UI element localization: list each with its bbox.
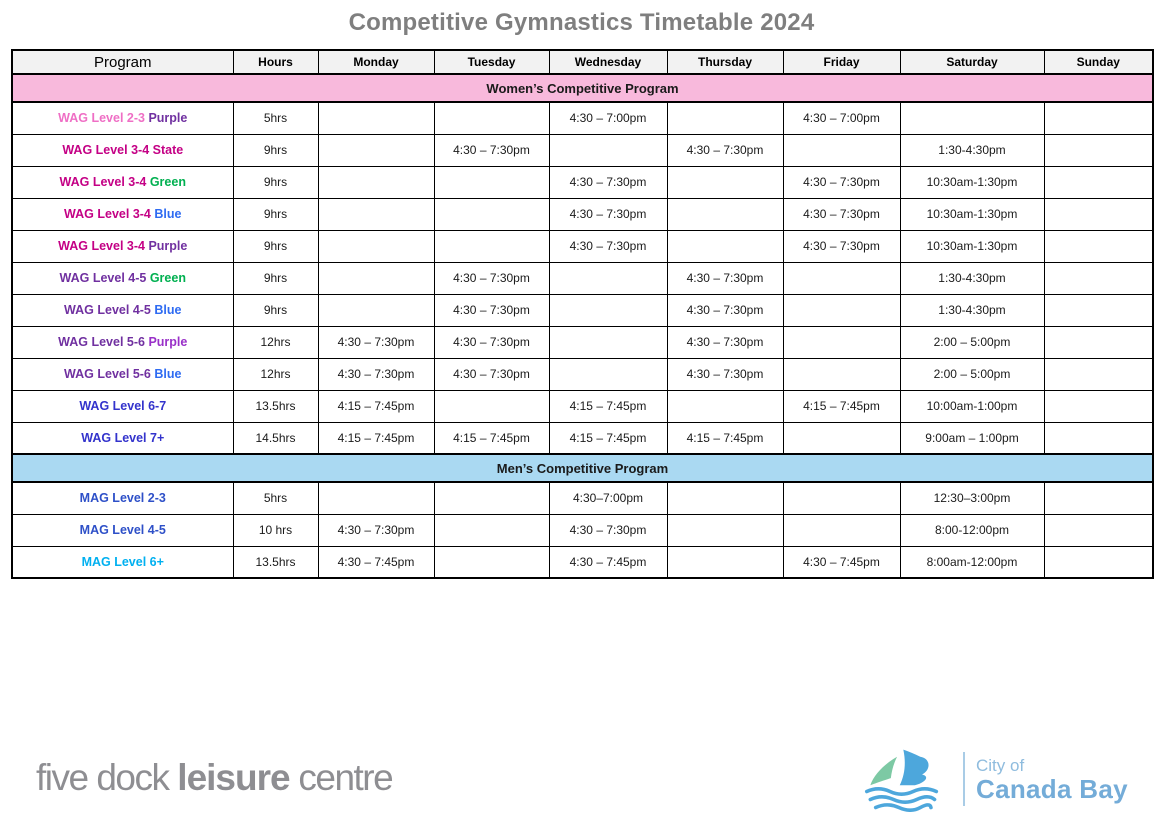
table-row xyxy=(12,390,1153,422)
schedule-cell: 4:30 – 7:00pm xyxy=(549,102,667,134)
table-row xyxy=(12,198,1153,230)
schedule-cell xyxy=(1044,390,1153,422)
schedule-cell xyxy=(783,514,900,546)
hours-cell: 12hrs xyxy=(233,326,318,358)
schedule-cell xyxy=(1044,166,1153,198)
schedule-cell: 2:00 – 5:00pm xyxy=(900,326,1044,358)
program-name-part: Blue xyxy=(154,207,182,221)
schedule-cell xyxy=(318,230,434,262)
timetable-header-row xyxy=(12,50,1153,74)
schedule-cell xyxy=(434,546,549,578)
schedule-cell xyxy=(667,482,783,514)
schedule-cell xyxy=(783,134,900,166)
schedule-cell xyxy=(549,326,667,358)
schedule-cell: 8:00am-12:00pm xyxy=(900,546,1044,578)
schedule-cell xyxy=(667,198,783,230)
schedule-cell: 1:30-4:30pm xyxy=(900,134,1044,166)
table-row xyxy=(12,482,1153,514)
hours-cell: 5hrs xyxy=(233,482,318,514)
schedule-cell: 4:30 – 7:30pm xyxy=(549,514,667,546)
schedule-cell: 8:00-12:00pm xyxy=(900,514,1044,546)
schedule-cell xyxy=(1044,102,1153,134)
hours-cell: 9hrs xyxy=(233,294,318,326)
program-name-part: MAG Level 6+ xyxy=(81,554,164,569)
schedule-cell xyxy=(318,198,434,230)
column-header-saturday: Saturday xyxy=(900,50,1044,74)
schedule-cell xyxy=(549,358,667,390)
hours-cell: 13.5hrs xyxy=(233,546,318,578)
section-header: Women’s Competitive Program xyxy=(12,74,1153,102)
program-name xyxy=(12,294,233,326)
schedule-cell: 4:30 – 7:45pm xyxy=(318,546,434,578)
column-header-wednesday: Wednesday xyxy=(549,50,667,74)
program-name xyxy=(12,326,233,358)
schedule-cell xyxy=(667,166,783,198)
timetable-body xyxy=(12,74,1153,578)
program-name-part: Blue xyxy=(154,367,182,381)
program-name-part: WAG Level 4-5 xyxy=(59,271,150,285)
schedule-cell xyxy=(1044,326,1153,358)
schedule-cell: 4:30 – 7:30pm xyxy=(318,326,434,358)
schedule-cell: 4:30 – 7:45pm xyxy=(783,546,900,578)
hours-cell: 5hrs xyxy=(233,102,318,134)
column-header-tuesday: Tuesday xyxy=(434,50,549,74)
program-name xyxy=(12,166,233,198)
program-name xyxy=(12,422,233,454)
table-row xyxy=(12,230,1153,262)
program-name-part: Purple xyxy=(148,239,188,253)
schedule-cell: 4:30 – 7:30pm xyxy=(549,166,667,198)
schedule-cell: 2:00 – 5:00pm xyxy=(900,358,1044,390)
hours-cell: 9hrs xyxy=(233,134,318,166)
table-row xyxy=(12,514,1153,546)
program-name xyxy=(12,390,233,422)
schedule-cell xyxy=(667,102,783,134)
table-row xyxy=(12,134,1153,166)
table-row xyxy=(12,166,1153,198)
schedule-cell: 4:30 – 7:30pm xyxy=(667,134,783,166)
schedule-cell xyxy=(1044,514,1153,546)
schedule-cell xyxy=(434,514,549,546)
canada-bay-sail-icon xyxy=(860,746,952,812)
column-header-thursday: Thursday xyxy=(667,50,783,74)
schedule-cell xyxy=(1044,294,1153,326)
schedule-cell: 4:30 – 7:30pm xyxy=(434,262,549,294)
schedule-cell: 4:30 – 7:30pm xyxy=(783,166,900,198)
table-row xyxy=(12,422,1153,454)
schedule-cell xyxy=(434,198,549,230)
schedule-cell xyxy=(783,482,900,514)
schedule-cell: 4:30 – 7:30pm xyxy=(318,358,434,390)
program-name-part: WAG Level 2-3 xyxy=(58,111,149,126)
logo-divider xyxy=(963,752,965,806)
schedule-cell xyxy=(318,166,434,198)
program-name xyxy=(12,262,233,294)
schedule-cell xyxy=(434,482,549,514)
gymnastics-timetable xyxy=(11,49,1154,579)
schedule-cell: 4:15 – 7:45pm xyxy=(434,422,549,454)
table-row xyxy=(12,358,1153,390)
program-name xyxy=(12,546,233,578)
program-name-part: Purple xyxy=(148,335,188,349)
program-name-part: WAG Level 5-6 xyxy=(64,367,155,381)
schedule-cell: 4:30 – 7:30pm xyxy=(434,294,549,326)
column-header-program: Program xyxy=(12,50,233,74)
schedule-cell: 4:30 – 7:30pm xyxy=(667,294,783,326)
hours-cell: 10 hrs xyxy=(233,514,318,546)
schedule-cell: 4:30 – 7:30pm xyxy=(549,198,667,230)
program-name xyxy=(12,198,233,230)
schedule-cell xyxy=(318,294,434,326)
schedule-cell xyxy=(549,262,667,294)
table-row xyxy=(12,294,1153,326)
schedule-cell xyxy=(783,326,900,358)
city-of-canada-bay-logo xyxy=(860,746,1128,812)
schedule-cell: 1:30-4:30pm xyxy=(900,294,1044,326)
schedule-cell xyxy=(1044,358,1153,390)
program-name xyxy=(12,514,233,546)
section-header-row xyxy=(12,74,1153,102)
program-name xyxy=(12,134,233,166)
schedule-cell: 10:30am-1:30pm xyxy=(900,166,1044,198)
schedule-cell: 4:15 – 7:45pm xyxy=(318,422,434,454)
program-name-part: Blue xyxy=(154,303,182,317)
program-name-part: WAG Level 6-7 xyxy=(79,399,167,413)
schedule-cell xyxy=(783,262,900,294)
schedule-cell xyxy=(667,514,783,546)
schedule-cell: 4:30 – 7:30pm xyxy=(667,262,783,294)
schedule-cell: 4:30 – 7:30pm xyxy=(434,134,549,166)
schedule-cell: 4:30 – 7:30pm xyxy=(434,358,549,390)
program-name-part: MAG Level 2-3 xyxy=(79,491,166,506)
schedule-cell xyxy=(1044,422,1153,454)
schedule-cell xyxy=(1044,482,1153,514)
program-name-part: WAG Level 3-4 xyxy=(59,175,150,189)
section-header-row xyxy=(12,454,1153,482)
program-name xyxy=(12,102,233,134)
program-name-part: WAG Level 4-5 xyxy=(64,303,155,317)
program-name xyxy=(12,482,233,514)
section-header: Men’s Competitive Program xyxy=(12,454,1153,482)
program-name-part: Purple xyxy=(148,111,188,126)
hours-cell: 12hrs xyxy=(233,358,318,390)
program-name-part: WAG Level 7+ xyxy=(81,430,165,445)
hours-cell: 9hrs xyxy=(233,262,318,294)
schedule-cell xyxy=(783,422,900,454)
schedule-cell: 4:30 – 7:00pm xyxy=(783,102,900,134)
schedule-cell: 4:15 – 7:45pm xyxy=(318,390,434,422)
schedule-cell xyxy=(549,294,667,326)
schedule-cell xyxy=(1044,134,1153,166)
program-name-part: WAG Level 3-4 State xyxy=(62,143,184,157)
schedule-cell xyxy=(318,482,434,514)
schedule-cell: 4:15 – 7:45pm xyxy=(667,422,783,454)
schedule-cell xyxy=(667,230,783,262)
schedule-cell: 4:15 – 7:45pm xyxy=(549,422,667,454)
schedule-cell xyxy=(549,134,667,166)
program-name-part: MAG Level 4-5 xyxy=(79,523,166,537)
hours-cell: 13.5hrs xyxy=(233,390,318,422)
schedule-cell: 1:30-4:30pm xyxy=(900,262,1044,294)
schedule-cell: 4:30 – 7:30pm xyxy=(783,230,900,262)
schedule-cell xyxy=(783,358,900,390)
schedule-cell: 4:30 – 7:45pm xyxy=(549,546,667,578)
schedule-cell: 4:30 – 7:30pm xyxy=(783,198,900,230)
schedule-cell xyxy=(434,166,549,198)
fdlc-logo-text-pink: leisure xyxy=(177,757,290,798)
schedule-cell: 10:30am-1:30pm xyxy=(900,230,1044,262)
schedule-cell xyxy=(434,390,549,422)
schedule-cell: 4:30 – 7:30pm xyxy=(667,358,783,390)
column-header-hours: Hours xyxy=(233,50,318,74)
schedule-cell xyxy=(1044,230,1153,262)
schedule-cell: 4:30 – 7:30pm xyxy=(549,230,667,262)
column-header-sunday: Sunday xyxy=(1044,50,1153,74)
schedule-cell: 10:00am-1:00pm xyxy=(900,390,1044,422)
schedule-cell xyxy=(783,294,900,326)
program-name-part: WAG Level 5-6 xyxy=(58,335,149,349)
program-name-part: Green xyxy=(149,271,186,285)
column-header-friday: Friday xyxy=(783,50,900,74)
hours-cell: 14.5hrs xyxy=(233,422,318,454)
schedule-cell: 10:30am-1:30pm xyxy=(900,198,1044,230)
hours-cell: 9hrs xyxy=(233,230,318,262)
program-name-part: Green xyxy=(149,175,186,189)
schedule-cell: 4:15 – 7:45pm xyxy=(783,390,900,422)
schedule-cell: 4:15 – 7:45pm xyxy=(549,390,667,422)
program-name xyxy=(12,230,233,262)
five-dock-leisure-centre-logo xyxy=(36,757,392,799)
column-header-monday: Monday xyxy=(318,50,434,74)
table-row xyxy=(12,262,1153,294)
schedule-cell xyxy=(667,390,783,422)
program-name xyxy=(12,358,233,390)
schedule-cell xyxy=(1044,546,1153,578)
schedule-cell: 9:00am – 1:00pm xyxy=(900,422,1044,454)
schedule-cell xyxy=(900,102,1044,134)
table-row xyxy=(12,546,1153,578)
schedule-cell xyxy=(318,262,434,294)
program-name-part: WAG Level 3-4 xyxy=(58,239,149,253)
page-title: Competitive Gymnastics Timetable 2024 xyxy=(348,9,815,36)
schedule-cell xyxy=(434,230,549,262)
schedule-cell xyxy=(318,102,434,134)
fdlc-logo-text-gray2: centre xyxy=(289,757,393,798)
table-row xyxy=(12,102,1153,134)
schedule-cell xyxy=(1044,262,1153,294)
table-row xyxy=(12,326,1153,358)
schedule-cell xyxy=(434,102,549,134)
fdlc-logo-text-gray1: five dock xyxy=(36,757,178,798)
schedule-cell xyxy=(318,134,434,166)
hours-cell: 9hrs xyxy=(233,198,318,230)
schedule-cell: 4:30 – 7:30pm xyxy=(667,326,783,358)
hours-cell: 9hrs xyxy=(233,166,318,198)
schedule-cell xyxy=(667,546,783,578)
schedule-cell: 4:30 – 7:30pm xyxy=(434,326,549,358)
ccb-logo-canada-bay: Canada Bay xyxy=(976,773,1128,804)
program-name-part: WAG Level 3-4 xyxy=(64,207,155,221)
schedule-cell: 4:30–7:00pm xyxy=(549,482,667,514)
ccb-logo-city-of: City of xyxy=(976,755,1025,775)
schedule-cell: 12:30–3:00pm xyxy=(900,482,1044,514)
schedule-cell xyxy=(1044,198,1153,230)
schedule-cell: 4:30 – 7:30pm xyxy=(318,514,434,546)
